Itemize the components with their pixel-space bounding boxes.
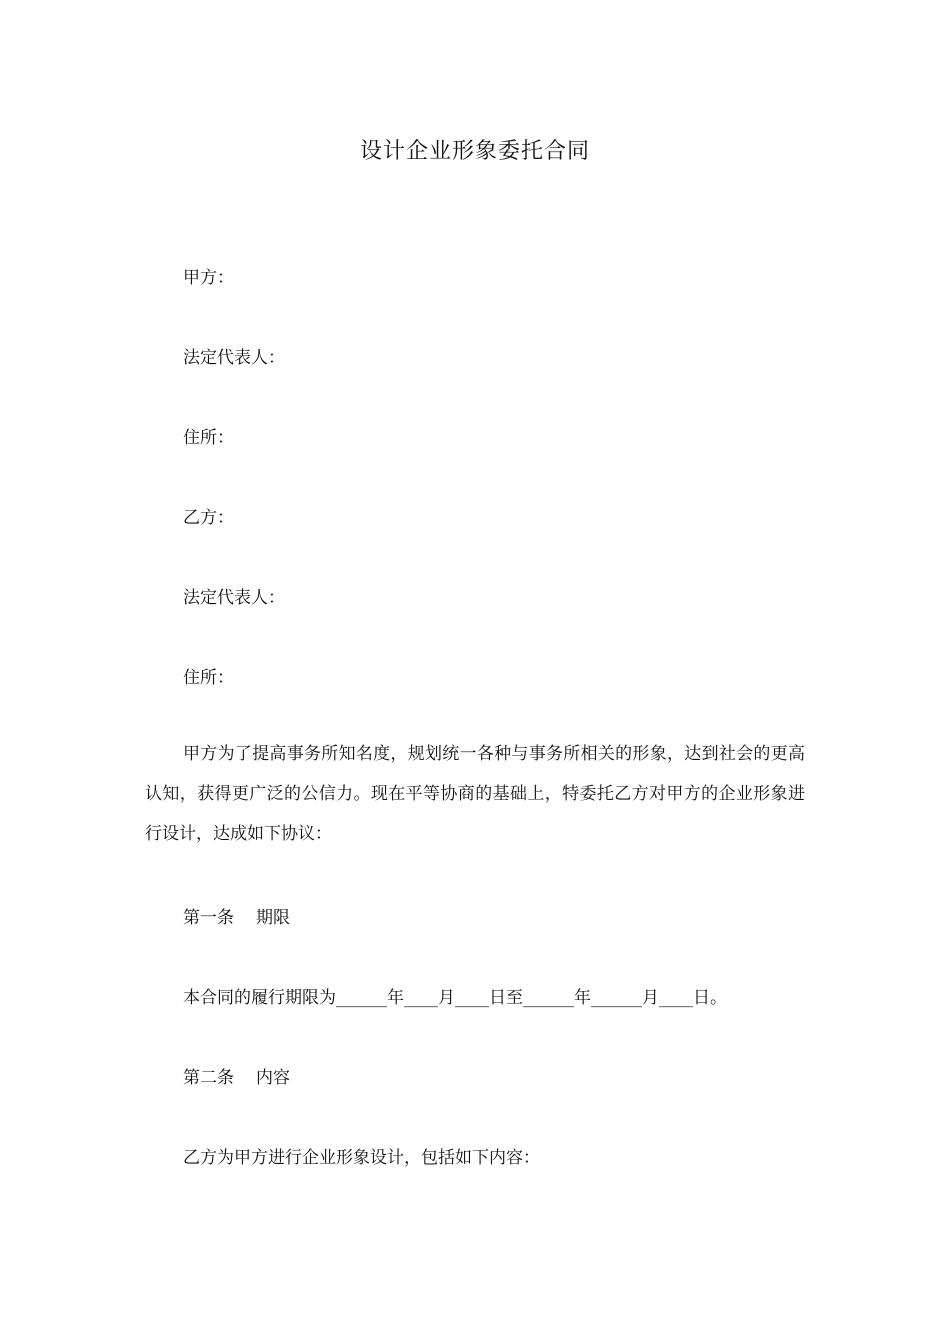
article-2-title: 内容 — [256, 1068, 290, 1088]
party-b-address-label: 住所： — [183, 668, 234, 688]
party-a-address-label: 住所： — [183, 428, 234, 448]
party-a-label: 甲方： — [183, 268, 234, 288]
party-b-label: 乙方： — [183, 508, 234, 528]
article-2-text: 乙方为甲方进行企业形象设计，包括如下内容： — [183, 1148, 540, 1168]
document-title: 设计企业形象委托合同 — [359, 139, 590, 164]
article-1-number: 第一条 — [183, 908, 234, 928]
article-1-title: 期限 — [256, 908, 290, 928]
article-1-heading — [183, 906, 290, 930]
article-2-heading — [183, 1066, 290, 1090]
article-1-text: 本合同的履行期限为______年____月____日至______年______月____日。 — [183, 988, 727, 1008]
party-a-rep-label: 法定代表人： — [183, 348, 285, 368]
article-2-number: 第二条 — [183, 1068, 234, 1088]
party-b-rep-label: 法定代表人： — [183, 588, 285, 608]
intro-paragraph: 甲方为了提高事务所知名度，规划统一各种与事务所相关的形象，达到社会的更高认知，获得更广泛的公信力。现在平等协商的基础上，特委托乙方对甲方的企业形象进行设计，达成如下协议： — [145, 744, 805, 844]
